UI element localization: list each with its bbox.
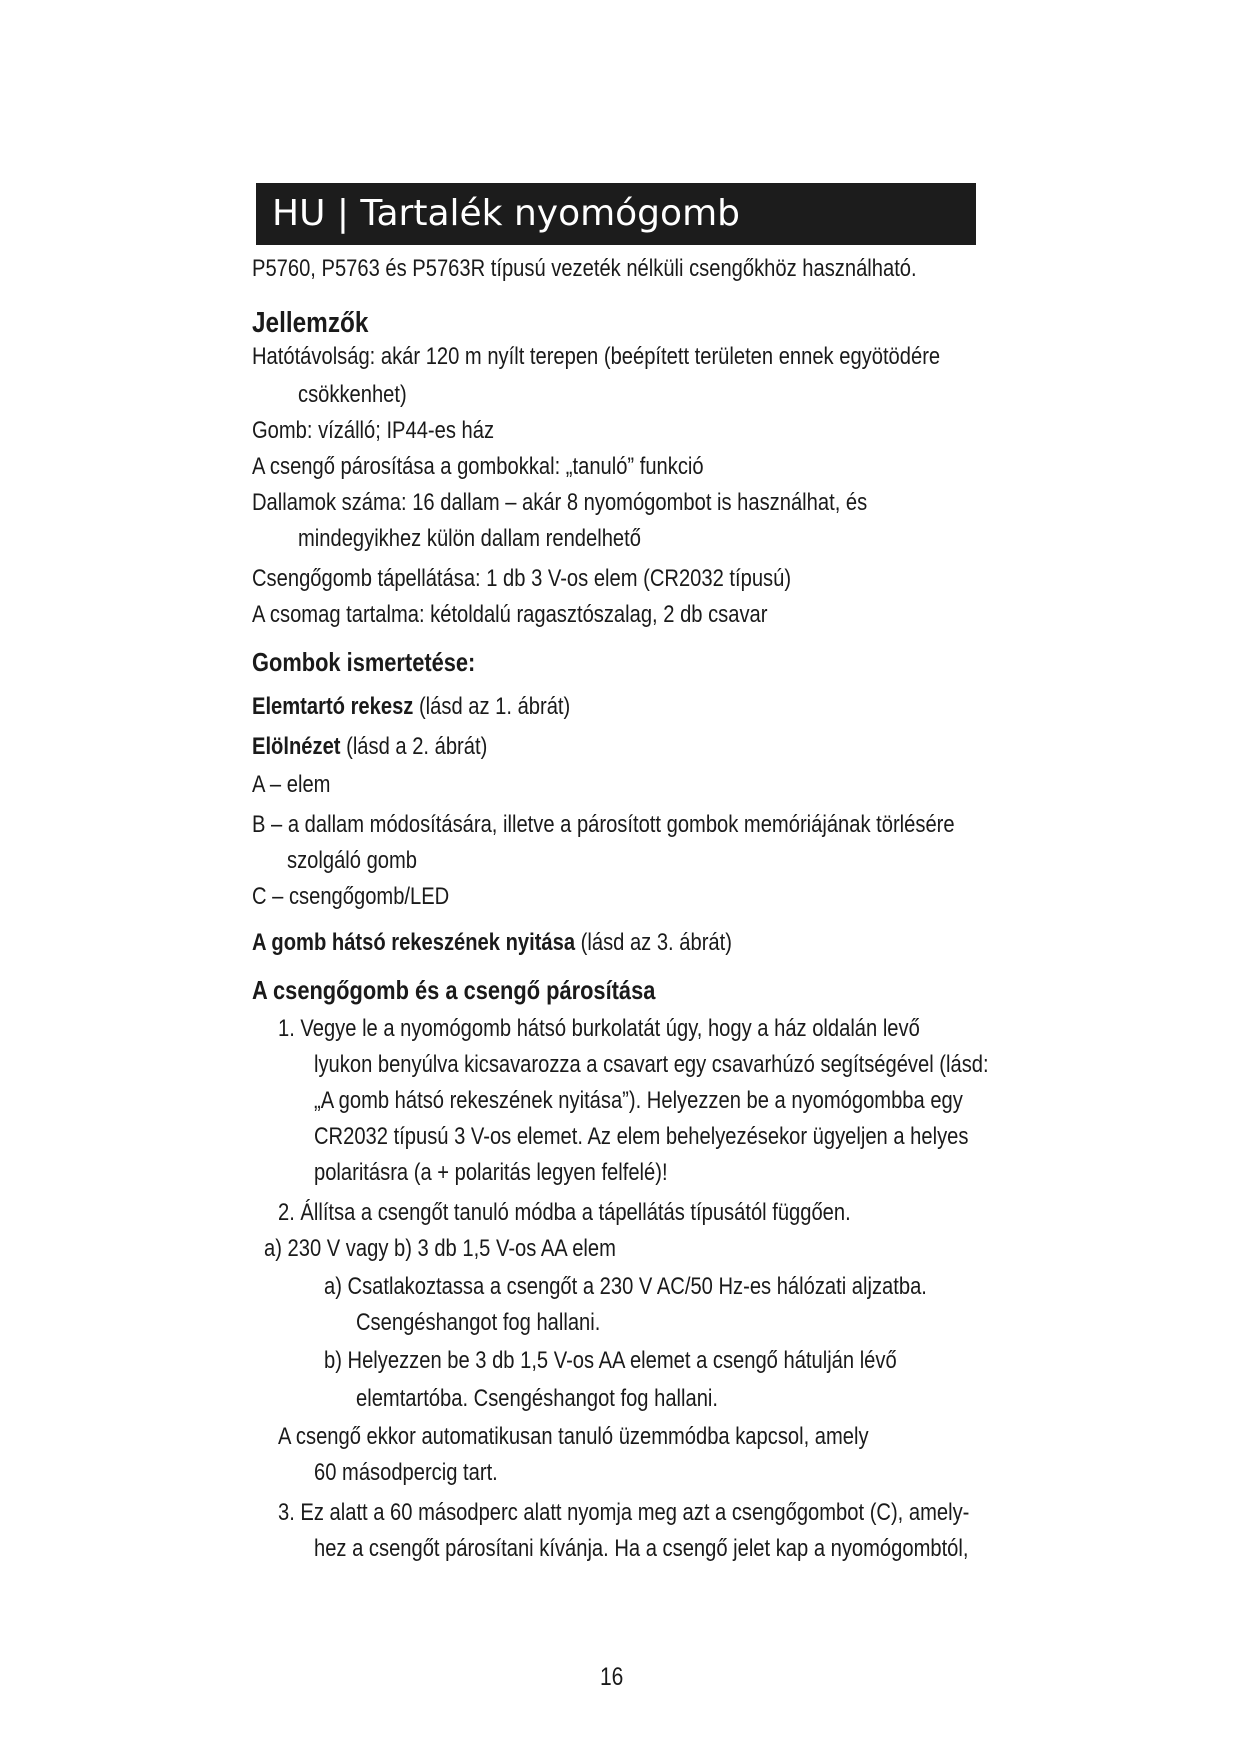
features-heading: Jellemzők [252, 307, 369, 339]
step-1-line: lyukon benyúlva kicsavarozza a csavart egy csavarhúzó segítségével (lásd: [314, 1051, 989, 1078]
battery-compartment-line [252, 692, 570, 722]
step-2-options: a) 230 V vagy b) 3 db 1,5 V-os AA elem [264, 1235, 616, 1262]
step-2: 2. Állítsa a csengőt tanuló módba a tápellátás típusától függően. [278, 1199, 851, 1226]
item-b: B – a dallam módosítására, illetve a párosított gombok memóriájának törlésére [252, 811, 955, 838]
intro-text: P5760, P5763 és P5763R típusú vezeték nélküli csengőkhöz használható. [252, 255, 917, 282]
feature-line: A csengő párosítása a gombokkal: „tanuló” funkció [252, 453, 704, 480]
step-3-line: 3. Ez alatt a 60 másodperc alatt nyomja meg azt a csengőgombot (C), amely- [278, 1499, 970, 1526]
feature-line: Hatótávolság: akár 120 m nyílt terepen (beépített területen ennek egyötödére [252, 343, 941, 370]
item-c: C – csengőgomb/LED [252, 883, 450, 910]
step-3-line: hez a csengőt párosítani kívánja. Ha a csengő jelet kap a nyomógombtól, [314, 1535, 969, 1562]
section-title-bar: HU | Tartalék nyomógomb [256, 183, 976, 245]
front-view-label: Elölnézet [252, 733, 341, 760]
auto-learning-note: A csengő ekkor automatikusan tanuló üzemmódba kapcsol, amely [278, 1423, 869, 1450]
page-number: 16 [600, 1663, 624, 1691]
rear-compartment-label: A gomb hátsó rekeszének nyitása [252, 929, 576, 956]
sub-step-a-continued: Csengéshangot fog hallani. [356, 1309, 601, 1336]
step-1-line: 1. Vegye le a nyomógomb hátsó burkolatát úgy, hogy a ház oldalán levő [278, 1015, 920, 1042]
rear-compartment-ref: (lásd az 3. ábrát) [575, 929, 732, 956]
buttons-heading: Gombok ismertetése: [252, 647, 476, 677]
feature-line: Dallamok száma: 16 dallam – akár 8 nyomógombot is használhat, és [252, 489, 868, 516]
step-1-line: „A gomb hátsó rekeszének nyitása”). Helyezzen be a nyomógombba egy [314, 1087, 963, 1114]
item-a: A – elem [252, 771, 331, 798]
battery-compartment-label: Elemtartó rekesz [252, 693, 414, 720]
pairing-heading: A csengőgomb és a csengő párosítása [252, 975, 656, 1005]
sub-step-b: b) Helyezzen be 3 db 1,5 V-os AA elemet a csengő hátulján lévő [324, 1347, 897, 1374]
front-view-line [252, 732, 487, 762]
auto-learning-note-continued: 60 másodpercig tart. [314, 1459, 498, 1486]
feature-line: mindegyikhez külön dallam rendelhető [298, 525, 641, 552]
sub-step-a: a) Csatlakoztassa a csengőt a 230 V AC/50 Hz-es hálózati aljzatba. [324, 1273, 927, 1300]
feature-line: csökkenhet) [298, 381, 407, 408]
feature-line: Gomb: vízálló; IP44-es ház [252, 417, 495, 444]
step-1-line: polaritásra (a + polaritás legyen felfelé)! [314, 1159, 668, 1186]
item-b-continued: szolgáló gomb [287, 847, 418, 874]
front-view-ref: (lásd a 2. ábrát) [340, 733, 488, 760]
feature-line: Csengőgomb tápellátása: 1 db 3 V-os elem (CR2032 típusú) [252, 565, 792, 592]
rear-compartment-line [252, 928, 732, 958]
step-1-line: CR2032 típusú 3 V-os elemet. Az elem behelyezésekor ügyeljen a helyes [314, 1123, 969, 1150]
battery-compartment-ref: (lásd az 1. ábrát) [413, 693, 571, 720]
sub-step-b-continued: elemtartóba. Csengéshangot fog hallani. [356, 1385, 719, 1412]
feature-line: A csomag tartalma: kétoldalú ragasztószalag, 2 db csavar [252, 601, 768, 628]
